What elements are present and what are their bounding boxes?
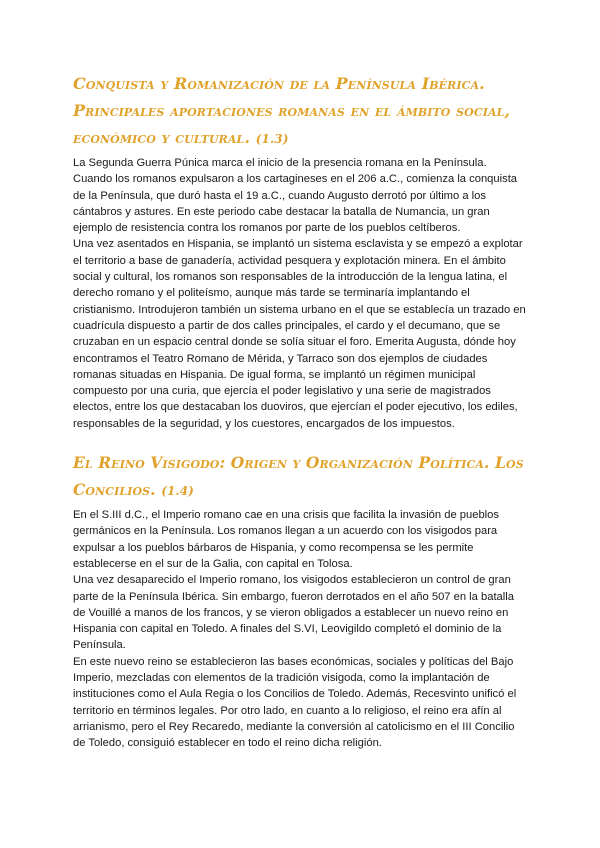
paragraph: Una vez desaparecido el Imperio romano, los visigodos establecieron un control de gran parte de la Península Ibérica. Sin embargo, fueron derrotados en el año 507 en la batalla de Vouillé a manos de los francos, y se vieron obligados a establecer un nuevo reino en Hispania con capital en Toledo. A finales del S.VI, Leovigildo completó el dominio de la Península. bbox=[73, 574, 514, 652]
paragraph: En este nuevo reino se establecieron las bases económicas, sociales y políticas del Bajo Imperio, mezcladas con elementos de la tradición visigoda, como la implantación de instituciones como el Aula Regia o los Concilios de Toledo. Además, Recesvinto unificó el territorio en términos legales. Por otro lado, en cuanto a lo religioso, el reino era afín al arrianismo, pero el Rey Recaredo, mediante la conversión al catolicismo en el III Concilio de Toledo, consiguió establecer en todo el reino dicha religión. bbox=[73, 655, 517, 750]
heading-reference: (1.3) bbox=[255, 132, 289, 146]
paragraph: La Segunda Guerra Púnica marca el inicio de la presencia romana en la Península. Cuando los romanos expulsaron a los cartagineses en el 206 a.C., comienza la conquista de la Península, que duró hasta el 19 a.C., cuando Augusto derrotó por último a los cántabros y astures. En este periodo cabe destacar la batalla de Numancia, un gran ejemplo de resistencia contra los romanos por parte de los pueblos celtíberos. bbox=[73, 157, 518, 235]
paragraph: Una vez asentados en Hispania, se implantó un sistema esclavista y se empezó a explotar el territorio a base de ganadería, actividad pesquera y explotación minera. En el ámbito social y cultural, los romanos son responsables de la introducción de la lengua latina, el derecho romano y el politeísmo, aunque más tarde se terminaría implantando el cristianismo. Introdujeron también un sistema urbano en el que se establecía un trazado en cuadrícula dispuesto a partir de dos calles principales, el cardo y el decumano, que se cruzaban en un espacio central donde se solía situar el foro. Emerita Augusta, dónde hoy encontramos el Teatro Romano de Mérida, y Tarraco son dos ejemplos de ciudades romanas situadas en Hispania. De igual forma, se implantó un régimen municipal compuesto por una curia, que ejercía el poder legislativo y una serie de magistrados electos, entre los que destacaban los duoviros, que ejercían el poder ejecutivo, los ediles, responsables de la seguridad, y los cuestores, encargados de los impuestos. bbox=[73, 238, 526, 430]
paragraph: En el S.III d.C., el Imperio romano cae en una crisis que facilita la invasión de pueblos germánicos en la Península. Los romanos llegan a un acuerdo con los visigodos para expulsar a los pueblos bárbaros de Hispania, y como recompensa se les permite establecerse en el sur de la Galia, con capital en Tolosa. bbox=[73, 509, 499, 570]
section-heading-visigodos bbox=[73, 449, 528, 505]
section-heading-romanizacion bbox=[73, 70, 528, 153]
heading-reference: (1.4) bbox=[161, 484, 194, 499]
heading-text: Conquista y Romanización de la Península Ibérica. Principales aportaciones romanas en el ámbito social, económico y cultural. bbox=[73, 74, 511, 147]
heading-text: El Reino Visigodo: Origen y Organización Política. Los Concilios. bbox=[73, 453, 524, 500]
